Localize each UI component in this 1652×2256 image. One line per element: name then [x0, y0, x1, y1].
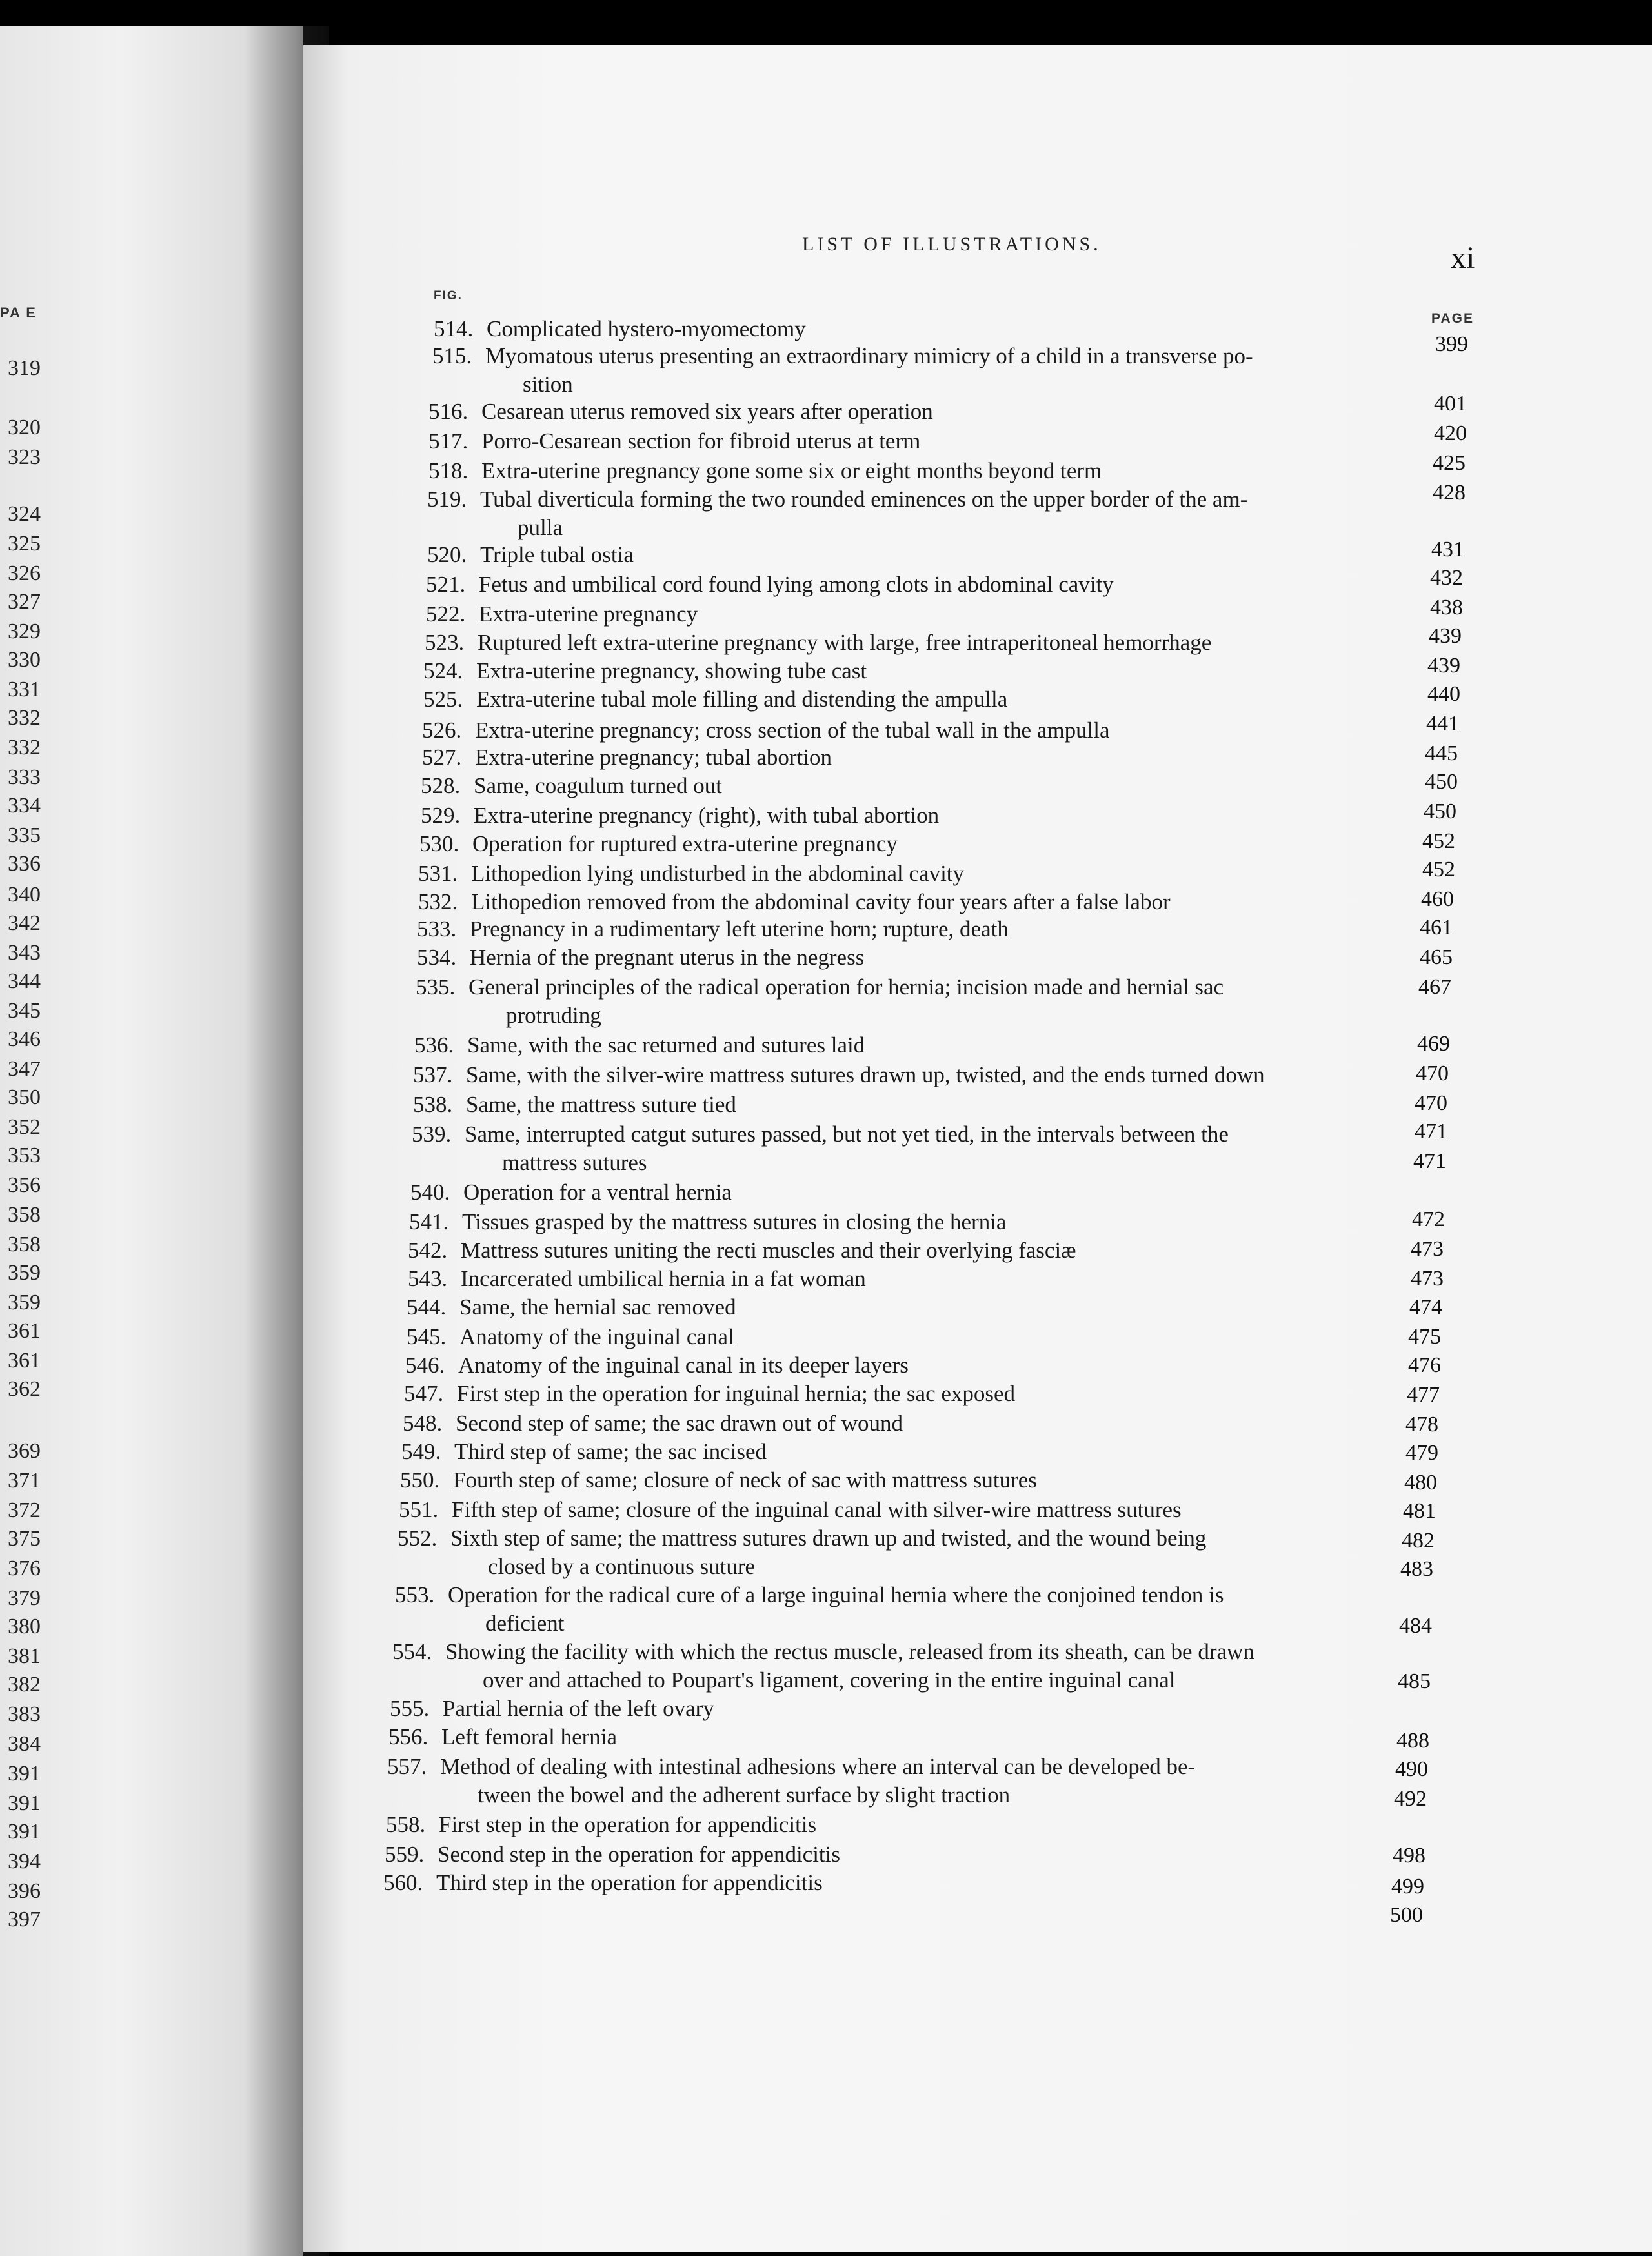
figure-caption: Tissues grasped by the mattress sutures in closing the hernia	[462, 1209, 1007, 1234]
left-page-number: 335	[8, 823, 41, 847]
figure-caption-continuation: tween the bowel and the adherent surface by slight traction	[478, 1782, 1011, 1808]
figure-caption: Second step in the operation for appendicitis	[438, 1842, 841, 1867]
figure-caption: Lithopedion lying undisturbed in the abdominal cavity	[471, 861, 965, 886]
entry-line	[428, 398, 933, 426]
left-page-number: 391	[8, 1820, 41, 1844]
figure-number: 528.	[421, 773, 461, 798]
left-page-number: 320	[8, 416, 41, 439]
figure-number: 514.	[434, 316, 474, 341]
figure-number: 516.	[428, 399, 468, 424]
page-number: 470	[1416, 1062, 1449, 1085]
entry-line	[409, 1208, 1006, 1236]
page-number: 467	[1418, 975, 1451, 999]
entry-line	[403, 1409, 903, 1438]
page-number: 439	[1427, 654, 1460, 678]
figure-caption: Third step in the operation for appendicitis	[436, 1870, 823, 1895]
figure-number: 521.	[426, 572, 466, 597]
page-number: 480	[1404, 1471, 1437, 1495]
figure-caption-continuation: pulla	[518, 515, 563, 540]
entry-line	[392, 1638, 1254, 1666]
entry-line	[388, 1723, 617, 1751]
left-page-number: 384	[8, 1732, 41, 1756]
page-number: 431	[1431, 538, 1464, 561]
left-page-number: 332	[8, 706, 41, 730]
figure-number: 540.	[410, 1180, 450, 1205]
left-page-number: 391	[8, 1762, 41, 1786]
left-page-number: 352	[8, 1115, 41, 1139]
figure-number: 532.	[418, 889, 458, 914]
figure-number: 538.	[413, 1092, 453, 1117]
figure-caption: Same, with the silver-wire mattress sutures drawn up, twisted, and the ends turned down	[466, 1062, 1265, 1087]
page-column-label: PAGE	[1431, 311, 1474, 326]
left-page-number: 380	[8, 1615, 41, 1638]
page-number: 450	[1424, 800, 1456, 823]
entry-line	[413, 1061, 1265, 1089]
figure-caption: Same, with the sac returned and sutures laid	[467, 1032, 865, 1058]
left-page-number: 375	[8, 1527, 41, 1551]
page-number: 479	[1405, 1441, 1438, 1465]
entry-line	[419, 830, 898, 858]
page-number: 450	[1425, 770, 1458, 794]
figure-caption: Anatomy of the inguinal canal in its deeper layers	[458, 1353, 909, 1378]
fig-column-label: FIG.	[434, 289, 463, 303]
page-number: 399	[1435, 332, 1468, 356]
page-number: 439	[1429, 624, 1462, 648]
left-page-number: 324	[8, 502, 41, 526]
figure-caption-continuation: deficient	[485, 1611, 565, 1636]
figure-number: 539.	[412, 1122, 452, 1147]
entry-line	[386, 1811, 816, 1839]
left-page-number: 382	[8, 1673, 41, 1697]
entry-line	[395, 1581, 1224, 1609]
left-page-number: 361	[8, 1319, 41, 1343]
figure-caption: Sixth step of same; the mattress sutures drawn up and twisted, and the wound being	[450, 1526, 1207, 1551]
left-page-number: 396	[8, 1879, 41, 1903]
figure-caption: Same, interrupted catgut sutures passed, but not yet tied, in the intervals between the	[465, 1122, 1229, 1147]
figure-caption: Second step of same; the sac drawn out of wound	[456, 1411, 903, 1436]
figure-caption: Cesarean uterus removed six years after operation	[481, 399, 933, 424]
entry-line	[417, 915, 1009, 943]
figure-number: 555.	[390, 1696, 430, 1721]
entry-line	[434, 315, 806, 343]
left-page-number: 332	[8, 736, 41, 760]
figure-number: 519.	[427, 487, 467, 512]
page-number: 461	[1420, 916, 1453, 940]
left-page-number: 319	[8, 356, 41, 380]
left-page-number: 359	[8, 1291, 41, 1314]
figure-caption: Third step of same; the sac incised	[454, 1439, 767, 1464]
folio: xi	[1451, 241, 1475, 275]
figure-number: 515.	[432, 343, 472, 368]
figure-number: 527.	[422, 745, 462, 770]
page-number: 482	[1402, 1529, 1435, 1553]
figure-caption: Fetus and umbilical cord found lying among clots in abdominal cavity	[479, 572, 1114, 597]
entry-line	[426, 600, 698, 629]
figure-number: 551.	[399, 1497, 439, 1522]
entry-line	[412, 1120, 1229, 1149]
figure-caption: Extra-uterine pregnancy; cross section of the tubal wall in the ampulla	[475, 718, 1110, 743]
figure-number: 526.	[422, 718, 462, 743]
left-page-number: 326	[8, 561, 41, 585]
figure-caption: First step in the operation for inguinal hernia; the sac exposed	[457, 1381, 1016, 1406]
figure-caption: Hernia of the pregnant uterus in the negress	[470, 945, 865, 970]
page-number: 452	[1422, 829, 1455, 853]
figure-caption: Same, coagulum turned out	[474, 773, 722, 798]
figure-caption: Same, the mattress suture tied	[466, 1092, 736, 1117]
figure-caption: Myomatous uterus presenting an extraordinary mimicry of a child in a transverse po-	[485, 343, 1253, 368]
figure-number: 533.	[417, 916, 457, 942]
entry-line	[413, 1091, 736, 1119]
left-page-number: 329	[8, 619, 41, 643]
figure-number: 546.	[405, 1353, 445, 1378]
entry-line	[422, 743, 832, 772]
figure-caption: Triple tubal ostia	[480, 542, 634, 567]
figure-caption: Complicated hystero-myomectomy	[487, 316, 806, 341]
figure-number: 553.	[395, 1582, 435, 1607]
figure-caption: Anatomy of the inguinal canal	[459, 1324, 734, 1349]
figure-caption: Operation for ruptured extra-uterine pregnancy	[472, 831, 898, 856]
figure-number: 544.	[407, 1294, 447, 1320]
entry-line	[421, 772, 722, 800]
entry-line	[383, 1869, 823, 1897]
figure-caption: Operation for a ventral hernia	[463, 1180, 732, 1205]
page-number: 401	[1434, 392, 1467, 416]
figure-caption: Extra-uterine pregnancy gone some six or eight months beyond term	[481, 458, 1102, 483]
left-page-number: 330	[8, 648, 41, 672]
page-number: 460	[1421, 887, 1454, 911]
figure-number: 523.	[425, 630, 465, 655]
entry-line	[423, 657, 867, 685]
page-number: 438	[1430, 596, 1463, 619]
figure-caption: Extra-uterine pregnancy, showing tube cast	[476, 658, 867, 683]
page-number: 471	[1413, 1149, 1446, 1173]
left-page-header: PA E	[0, 305, 37, 321]
figure-caption: Ruptured left extra-uterine pregnancy with large, free intraperitoneal hemorrhage	[478, 630, 1212, 655]
page-number: 474	[1409, 1295, 1442, 1319]
figure-caption: Same, the hernial sac removed	[459, 1294, 736, 1320]
figure-number: 545.	[407, 1324, 447, 1349]
left-page-number: 345	[8, 999, 41, 1023]
entry-line	[421, 801, 939, 830]
figure-number: 550.	[400, 1467, 440, 1493]
page-number: 476	[1408, 1353, 1441, 1377]
left-page-number: 397	[8, 1908, 41, 1931]
entry-line	[385, 1840, 840, 1869]
figure-number: 556.	[388, 1724, 428, 1749]
page-number: 473	[1411, 1267, 1444, 1291]
figure-caption: Operation for the radical cure of a large inguinal hernia where the conjoined tendon is	[448, 1582, 1224, 1607]
figure-caption-continuation: protruding	[506, 1003, 601, 1028]
page-number: 483	[1400, 1557, 1433, 1581]
page-number: 441	[1426, 712, 1459, 736]
left-page-number: 358	[8, 1203, 41, 1227]
entry-line	[432, 342, 1253, 370]
figure-caption: Tubal diverticula forming the two rounded eminences on the upper border of the am-	[480, 487, 1248, 512]
left-page-number: 376	[8, 1556, 41, 1580]
running-title: LIST OF ILLUSTRATIONS.	[802, 234, 1102, 255]
figure-caption: Left femoral hernia	[441, 1724, 618, 1749]
figure-number: 554.	[392, 1639, 432, 1664]
page-number: 481	[1403, 1499, 1436, 1523]
figure-caption: Mattress sutures uniting the recti muscles and their overlying fasciæ	[461, 1238, 1076, 1263]
page-number: 477	[1407, 1383, 1440, 1407]
entry-line	[427, 541, 634, 569]
figure-caption-continuation: over and attached to Poupart's ligament, covering in the entire inguinal canal	[483, 1667, 1176, 1693]
left-page-number: 383	[8, 1702, 41, 1726]
entry-line	[410, 1178, 732, 1207]
figure-caption: Lithopedion removed from the abdominal cavity four years after a false labor	[471, 889, 1171, 914]
page-number: 470	[1415, 1091, 1447, 1115]
entry-line	[399, 1496, 1182, 1524]
figure-number: 542.	[408, 1238, 448, 1263]
figure-caption: Extra-uterine pregnancy; tubal abortion	[475, 745, 832, 770]
figure-number: 537.	[413, 1062, 453, 1087]
figure-caption: Extra-uterine pregnancy	[479, 601, 698, 627]
page-number: 425	[1433, 451, 1466, 475]
figure-caption: Pregnancy in a rudimentary left uterine horn; rupture, death	[470, 916, 1009, 942]
page-number: 490	[1395, 1757, 1428, 1781]
figure-number: 548.	[403, 1411, 443, 1436]
entry-line	[428, 457, 1102, 485]
page-number: 475	[1408, 1325, 1441, 1349]
figure-caption: Incarcerated umbilical hernia in a fat woman	[461, 1266, 866, 1291]
entry-line	[407, 1323, 734, 1351]
entry-line	[387, 1753, 1195, 1781]
left-page-number: 350	[8, 1085, 41, 1109]
left-page-number: 344	[8, 969, 41, 993]
entry-line	[414, 1031, 865, 1060]
entry-line	[400, 1466, 1037, 1495]
figure-caption: Method of dealing with intestinal adhesions where an interval can be developed be-	[440, 1754, 1196, 1779]
page-number: 472	[1412, 1207, 1445, 1231]
figure-number: 518.	[428, 458, 468, 483]
left-page-number: 353	[8, 1143, 41, 1167]
entry-line	[407, 1293, 736, 1322]
figure-number: 522.	[426, 601, 466, 627]
figure-caption: Partial hernia of the left ovary	[443, 1696, 714, 1721]
page-number: 499	[1391, 1875, 1424, 1898]
page-number: 465	[1420, 945, 1453, 969]
page-number: 440	[1427, 682, 1460, 706]
page-number: 500	[1390, 1903, 1423, 1927]
page-number: 469	[1417, 1032, 1450, 1056]
entry-line	[418, 860, 964, 888]
figure-number: 531.	[418, 861, 458, 886]
left-page-number: 333	[8, 765, 41, 789]
figure-caption-continuation: closed by a continuous suture	[488, 1554, 756, 1579]
figure-caption: Fourth step of same; closure of neck of sac with mattress sutures	[453, 1467, 1037, 1493]
figure-number: 558.	[386, 1812, 426, 1837]
figure-caption-continuation: mattress sutures	[502, 1150, 647, 1175]
left-page-number: 371	[8, 1469, 41, 1493]
entry-line	[417, 943, 864, 972]
page-number: 485	[1398, 1669, 1431, 1693]
entry-line	[404, 1380, 1015, 1408]
entry-line	[426, 570, 1114, 599]
left-page-number: 347	[8, 1057, 41, 1081]
entry-line	[422, 716, 1110, 745]
figure-number: 524.	[423, 658, 463, 683]
page-number: 432	[1430, 566, 1463, 590]
entry-line	[398, 1524, 1206, 1553]
left-page-number: 394	[8, 1849, 41, 1873]
figure-number: 535.	[416, 974, 456, 1000]
figure-caption-continuation: sition	[523, 372, 573, 397]
page-number: 488	[1396, 1729, 1429, 1753]
figure-number: 534.	[417, 945, 457, 970]
figure-number: 560.	[383, 1870, 423, 1895]
left-page-number: 362	[8, 1377, 41, 1401]
figure-number: 547.	[404, 1381, 444, 1406]
page-number: 498	[1393, 1844, 1425, 1868]
page-number: 420	[1434, 421, 1467, 445]
entry-line	[405, 1351, 909, 1380]
figure-caption: First step in the operation for appendicitis	[439, 1812, 817, 1837]
left-page-number: 381	[8, 1644, 41, 1668]
entry-line	[427, 485, 1247, 514]
left-page-number: 331	[8, 678, 41, 701]
left-page-number: 361	[8, 1349, 41, 1373]
figure-caption: Extra-uterine pregnancy (right), with tubal abortion	[474, 803, 940, 828]
page-number: 473	[1411, 1237, 1444, 1261]
figure-number: 517.	[428, 428, 468, 454]
left-page-number: 391	[8, 1791, 41, 1815]
figure-number: 520.	[427, 542, 467, 567]
left-page-number: 340	[8, 883, 41, 907]
left-page-number: 379	[8, 1586, 41, 1610]
page-number: 471	[1415, 1120, 1447, 1143]
figure-caption: Extra-uterine tubal mole filling and distending the ampulla	[476, 687, 1008, 712]
page-number: 445	[1425, 741, 1458, 765]
left-page-number: 369	[8, 1439, 41, 1463]
entry-line	[425, 629, 1211, 657]
entry-line	[390, 1695, 714, 1723]
page-number: 484	[1399, 1614, 1432, 1638]
entry-line	[418, 888, 1171, 916]
figure-caption: Showing the facility with which the rectus muscle, released from its sheath, can be drawn	[445, 1639, 1254, 1664]
figure-number: 525.	[423, 687, 463, 712]
figure-caption: General principles of the radical operation for hernia; incision made and hernial sac	[468, 974, 1224, 1000]
entry-line	[408, 1236, 1076, 1265]
figure-number: 552.	[398, 1526, 438, 1551]
figure-caption: Porro-Cesarean section for fibroid uterus at term	[481, 428, 921, 454]
left-page-number: 323	[8, 445, 41, 469]
entry-line	[408, 1265, 866, 1293]
left-page-number: 343	[8, 941, 41, 965]
figure-number: 549.	[401, 1439, 441, 1464]
entry-line	[401, 1438, 767, 1466]
page-number: 428	[1433, 481, 1466, 505]
entry-line	[428, 427, 920, 456]
left-page-number: 356	[8, 1173, 41, 1197]
left-page-number: 359	[8, 1261, 41, 1285]
left-page-number: 336	[8, 852, 41, 876]
left-page-number: 346	[8, 1027, 41, 1051]
left-page-number: 325	[8, 532, 41, 556]
page-number: 492	[1394, 1787, 1427, 1811]
left-page-number: 334	[8, 794, 41, 818]
figure-number: 541.	[409, 1209, 449, 1234]
figure-caption: Fifth step of same; closure of the inguinal canal with silver-wire mattress sutures	[452, 1497, 1182, 1522]
figure-number: 529.	[421, 803, 461, 828]
left-page-number: 358	[8, 1233, 41, 1256]
page-number: 452	[1422, 858, 1455, 881]
figure-number: 559.	[385, 1842, 425, 1867]
left-page-number: 372	[8, 1498, 41, 1522]
entry-line	[416, 973, 1224, 1002]
figure-number: 530.	[419, 831, 459, 856]
figure-number: 557.	[387, 1754, 427, 1779]
page-number: 478	[1405, 1413, 1438, 1436]
left-page-number: 342	[8, 911, 41, 935]
left-page-number: 327	[8, 590, 41, 614]
figure-number: 543.	[408, 1266, 448, 1291]
figure-number: 536.	[414, 1032, 454, 1058]
entry-line	[423, 685, 1007, 714]
